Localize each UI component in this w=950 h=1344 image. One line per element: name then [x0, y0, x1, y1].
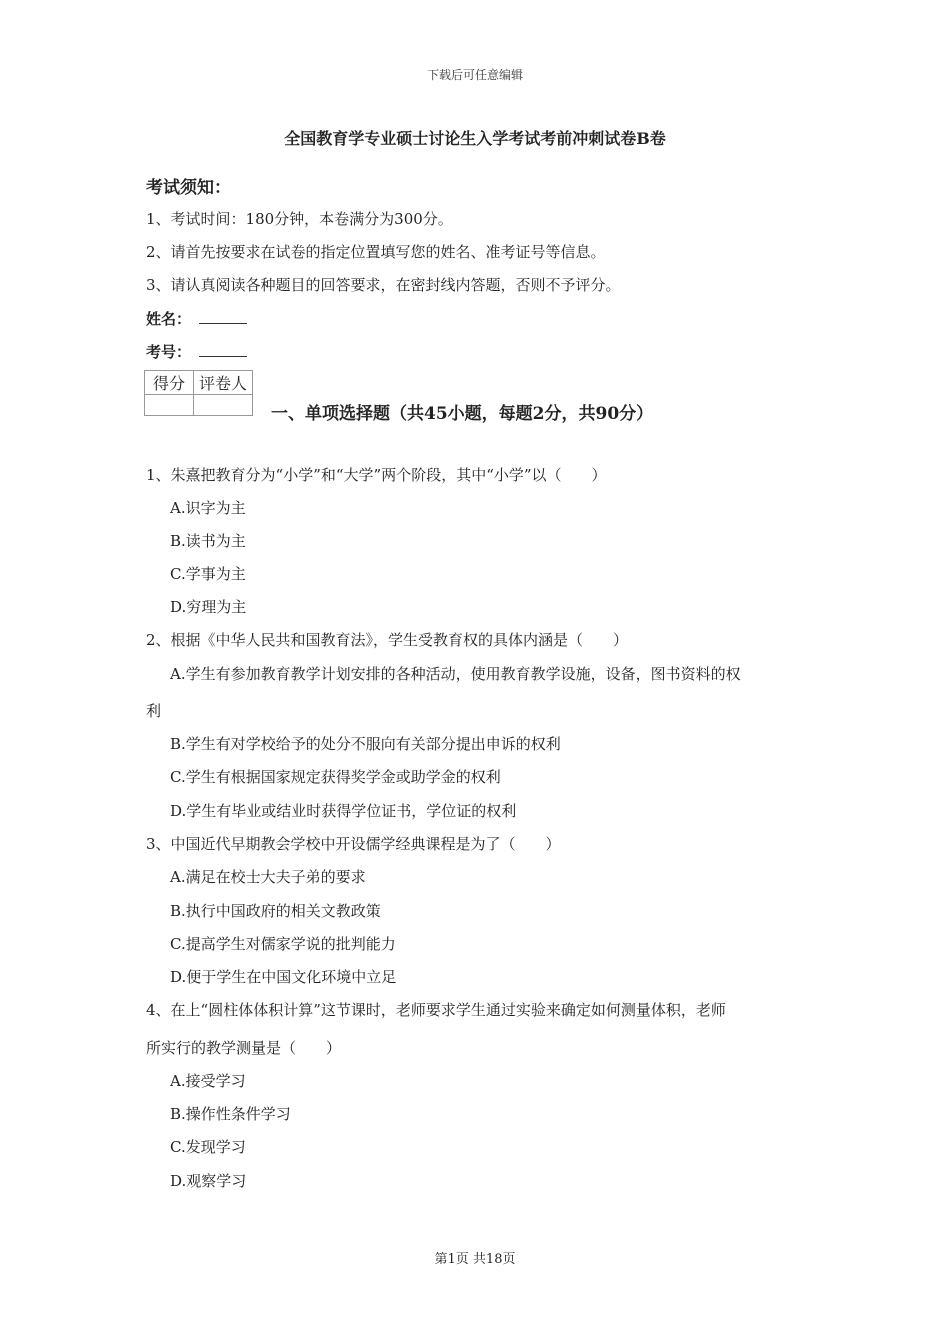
notice-item-3: 3、请认真阅读各种题目的回答要求，在密封线内答题，否则不予评分。	[146, 276, 621, 294]
question-3-option-c: C.提高学生对儒家学说的批判能力	[170, 935, 396, 953]
grader-cell[interactable]	[194, 395, 253, 416]
name-field-row	[146, 308, 247, 329]
notice-item-1: 1、考试时间：180分钟，本卷满分为300分。	[146, 210, 453, 228]
grader-header: 评卷人	[194, 371, 253, 395]
page-footer: 第1页 共18页	[434, 1252, 516, 1267]
question-2-option-d: D.学生有毕业或结业时获得学位证书，学位证的权利	[170, 802, 517, 820]
question-1-stem: 1、朱熹把教育分为“小学”和“大学”两个阶段，其中“小学”以（ ）	[146, 466, 607, 484]
question-3-stem: 3、中国近代早期教会学校中开设儒学经典课程是为了（ ）	[146, 835, 561, 853]
question-1-option-c: C.学事为主	[170, 565, 246, 583]
question-1-option-b: B.读书为主	[170, 532, 246, 550]
page-header: 下载后可任意编辑	[426, 68, 523, 82]
question-4-option-c: C.发现学习	[170, 1138, 246, 1156]
id-blank[interactable]	[199, 342, 247, 357]
question-4-option-d: D.观察学习	[170, 1172, 247, 1190]
question-2-stem: 2、根据《中华人民共和国教育法》，学生受教育权的具体内涵是（ ）	[146, 631, 629, 649]
question-4-stem-line1: 4、在上“圆柱体体积计算”这节课时，老师要求学生通过实验来确定如何测量体积，老师	[146, 1001, 726, 1019]
question-3-option-d: D.便于学生在中国文化环境中立足	[170, 968, 397, 986]
question-4-option-a: A.接受学习	[170, 1072, 246, 1090]
question-2-option-a-line1: A.学生有参加教育教学计划安排的各种活动，使用教育教学设施，设备，图书资料的权	[170, 665, 741, 683]
question-2-option-c: C.学生有根据国家规定获得奖学金或助学金的权利	[170, 768, 501, 786]
notice-heading: 考试须知：	[146, 178, 231, 198]
score-table	[144, 370, 253, 416]
question-1-option-a: A.识字为主	[170, 499, 246, 517]
question-3-option-a: A.满足在校士大夫子弟的要求	[170, 868, 366, 886]
exam-title: 全国教育学专业硕士讨论生入学考试考前冲刺试卷B卷	[284, 129, 666, 148]
score-header: 得分	[145, 371, 194, 395]
name-blank[interactable]	[199, 309, 247, 324]
id-field-row	[146, 341, 247, 362]
question-1-option-d: D.穷理为主	[170, 598, 247, 616]
question-2-option-b: B.学生有对学校给予的处分不服向有关部分提出申诉的权利	[170, 735, 561, 753]
question-2-option-a-line2: 利	[146, 702, 162, 720]
question-4-option-b: B.操作性条件学习	[170, 1105, 291, 1123]
question-4-stem-line2: 所实行的教学测量是（ ）	[146, 1039, 342, 1057]
id-label: 考号：	[146, 343, 192, 361]
score-cell[interactable]	[145, 395, 194, 416]
question-3-option-b: B.执行中国政府的相关文教政策	[170, 902, 381, 920]
notice-item-2: 2、请首先按要求在试卷的指定位置填写您的姓名、准考证号等信息。	[146, 243, 606, 261]
section-title: 一、单项选择题（共45小题，每题2分，共90分）	[271, 404, 654, 424]
name-label: 姓名：	[146, 310, 192, 328]
